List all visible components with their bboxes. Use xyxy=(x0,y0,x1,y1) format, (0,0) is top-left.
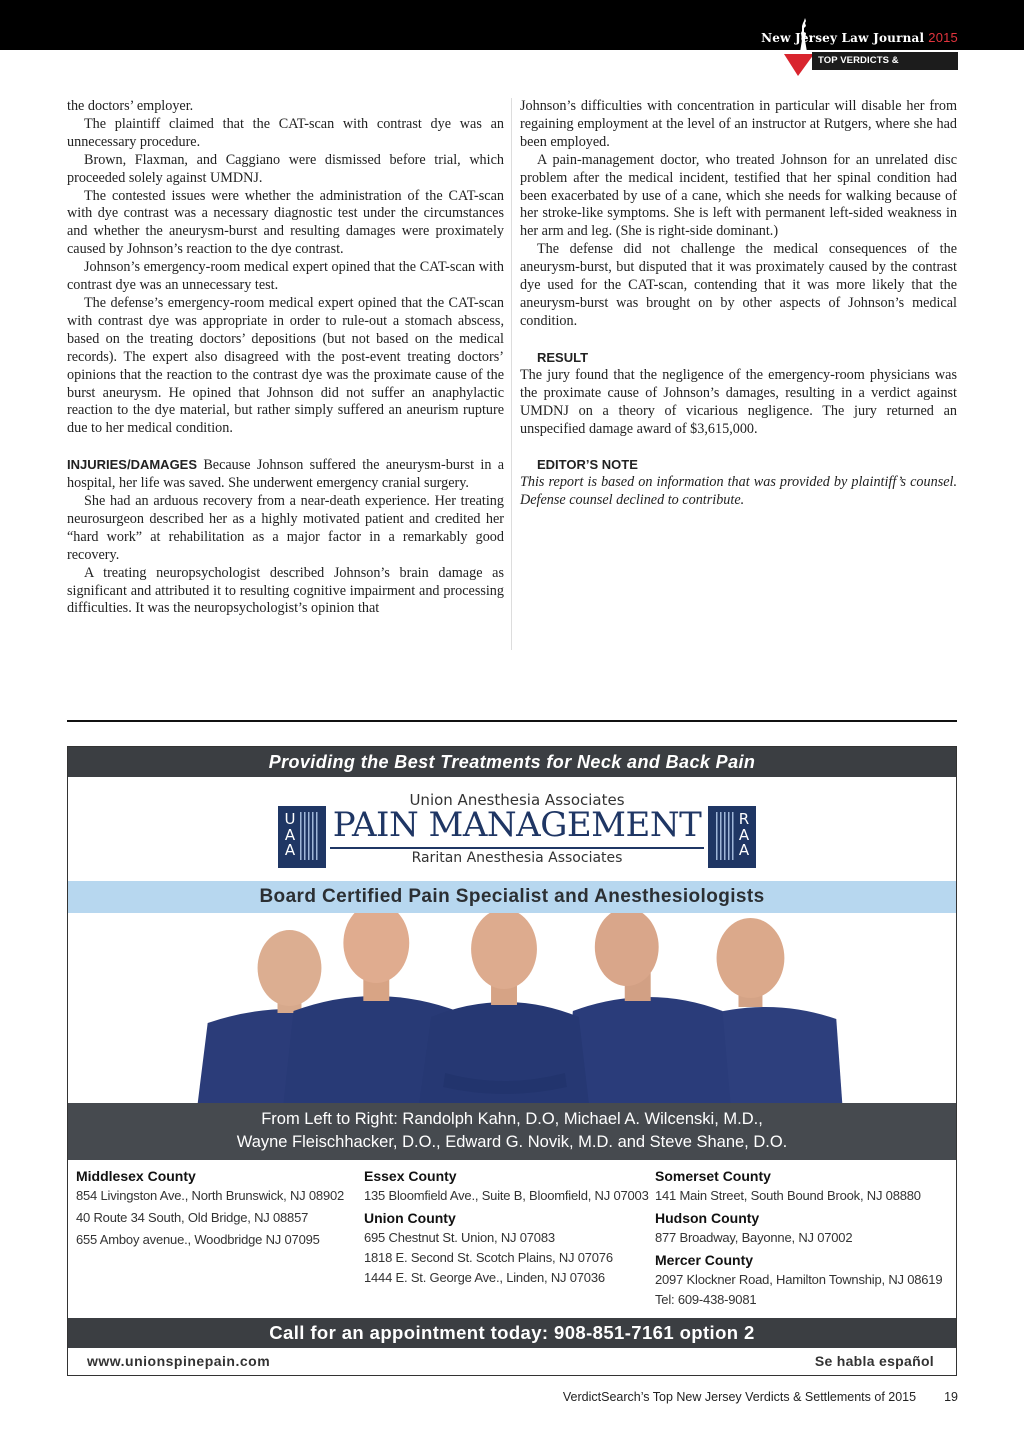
address: 854 Livingston Ave., North Brunswick, NJ 08902 xyxy=(76,1188,345,1203)
address: 40 Route 34 South, Old Bridge, NJ 08857 xyxy=(76,1210,309,1225)
phone-number: Tel: 609-438-9081 xyxy=(655,1292,757,1307)
county-name: Mercer County xyxy=(655,1252,754,1268)
advertisement xyxy=(67,746,957,1376)
paragraph: the doctors’ employer. xyxy=(67,98,194,114)
paragraph: Brown, Flaxman, and Caggiano were dismissed before trial, which proceeded solely against UMDNJ. xyxy=(67,151,504,186)
county-name: Middlesex County xyxy=(76,1168,196,1184)
caption-line: From Left to Right: Randolph Kahn, D.O, Michael A. Wilcenski, M.D., xyxy=(261,1110,763,1128)
address: 1818 E. Second St. Scotch Plains, NJ 07076 xyxy=(364,1250,613,1265)
section-tag: TOP VERDICTS & SETTLEMENTS NJ xyxy=(812,52,958,70)
logo-main-text: PAIN MANAGEMENT xyxy=(332,805,702,845)
paragraph: The defense did not challenge the medical consequences of the aneurysm-burst, but disputed that it was proximately caused by the contrast dye used for the CAT-scan, contending that it was more likely that the aneurysm-burst was brought on by other aspects of Johnson’s medical condition. xyxy=(520,241,957,329)
paragraph: A pain-management doctor, who treated Johnson for an unrelated disc problem after the medical incident, testified that her spinal condition had been exacerbated by use of a cane, which she needs for walking because of her stroke-like symptoms. She is left with permanent left-sided weakness in her arm and leg. (She is right-side dominant.) xyxy=(520,151,957,240)
injuries-heading: INJURIES/DAMAGES xyxy=(67,457,198,473)
address: 695 Chestnut St. Union, NJ 07083 xyxy=(364,1230,555,1245)
locations-column-2 xyxy=(364,1166,649,1288)
logo-bottom-line: Raritan Anesthesia Associates xyxy=(411,850,623,866)
masthead xyxy=(761,30,958,45)
paragraph: The plaintiff claimed that the CAT-scan with contrast dye was an unnecessary procedure. xyxy=(67,115,504,150)
caption-line: Wayne Fleischhacker, D.O., Edward G. Novik, M.D. and Steve Shane, D.O. xyxy=(236,1133,788,1151)
page-number: 19 xyxy=(944,1390,958,1404)
locations-column-3 xyxy=(655,1166,942,1310)
journal-name: New Jersey Law Journal xyxy=(761,30,925,45)
ad-header: Providing the Best Treatments for Neck and Back Pain xyxy=(68,747,956,777)
ad-subheading-band: Board Certified Pain Specialist and Anesthesiologists xyxy=(68,881,956,913)
address: 655 Amboy avenue., Woodbridge NJ 07095 xyxy=(76,1232,320,1247)
county-name: Somerset County xyxy=(655,1168,771,1184)
logo-stripes-icon xyxy=(714,812,734,860)
pain-management-logo xyxy=(278,789,756,869)
call-to-action: Call for an appointment today: 908-851-7161 option 2 xyxy=(68,1318,956,1348)
county-name: Essex County xyxy=(364,1168,457,1184)
article-column-left xyxy=(67,98,504,618)
website-link[interactable]: www.unionspinepain.com xyxy=(87,1353,271,1369)
editors-note-heading: EDITOR’S NOTE xyxy=(537,457,638,473)
red-chevron-icon xyxy=(784,50,814,76)
logo-top-line: Union Anesthesia Associates xyxy=(409,791,625,809)
address: 141 Main Street, South Bound Brook, NJ 08880 xyxy=(655,1188,921,1203)
logo-letter: U xyxy=(284,810,296,828)
ad-footer xyxy=(68,1348,956,1375)
paragraph: The defense’s emergency-room medical expert opined that the CAT-scan with contrast dye was appropriate in order to rule-out a stomach abscess, based on the treating doctors’ depositions (but not based on the medical records). The expert also disagreed with the post-event treating doctors’ opinions that the reaction to the contrast dye was the proximate cause of the burst aneurysm. He opined that Johnson did not suffer an anaphylactic reaction to the dye material, but rather simply suffered an aneurism rupture due to her medical condition. xyxy=(67,294,504,437)
photo-caption xyxy=(68,1103,956,1160)
address: 2097 Klockner Road, Hamilton Township, NJ 08619 xyxy=(655,1272,943,1287)
county-name: Union County xyxy=(364,1210,456,1226)
publication-title: VerdictSearch’s Top New Jersey Verdicts & Settlements of 2015 xyxy=(562,1390,917,1404)
section-divider xyxy=(67,720,957,722)
locations-column-1 xyxy=(76,1166,344,1250)
result-heading: RESULT xyxy=(537,349,589,365)
column-rule xyxy=(511,98,512,650)
logo-letter: R xyxy=(738,810,750,828)
logo-block-right xyxy=(708,806,756,868)
logo-rule xyxy=(330,847,704,849)
locations xyxy=(68,1160,956,1318)
paragraph: The contested issues were whether the administration of the CAT-scan with dye contrast was a necessary diagnostic test under the circumstances and whether the aneurysm-burst and resulting damages were proximately caused by Johnson’s reaction to the dye contrast. xyxy=(67,187,504,258)
paragraph: A treating neuropsychologist described Johnson’s brain damage as significant and attributed it to resulting cognitive impairment and processing difficulties. It was the neuropsychologist’s opinion that xyxy=(67,564,504,617)
injuries-text: Because Johnson suffered the aneurysm-burst in a hospital, her life was saved. She underwent emergency cranial surgery. xyxy=(67,457,504,492)
article-column-right xyxy=(520,98,957,510)
logo-letter: A xyxy=(284,825,296,844)
result-text: The jury found that the negligence of the emergency-room physicians was the proximate cause of Johnson’s damages, resulting in a verdict against UMDNJ on a theory of vicarious negligence. The jury returned an unspecified damage award of $3,615,000. xyxy=(520,366,957,437)
logo-letter: A xyxy=(738,825,750,844)
logo-letter: A xyxy=(738,841,750,859)
editors-note-text: This report is based on information that was provided by plaintiff’s counsel. Defense counsel declined to contribute. xyxy=(520,474,957,509)
logo-letter: A xyxy=(284,841,296,859)
address: 1444 E. St. George Ave., Linden, NJ 07036 xyxy=(364,1270,605,1285)
address: 877 Broadway, Bayonne, NJ 07002 xyxy=(655,1230,853,1245)
address: 135 Bloomfield Ave., Suite B, Bloomfield, NJ 07003 xyxy=(364,1188,649,1203)
journal-year: 2015 xyxy=(928,30,958,45)
doctors-group-photo xyxy=(68,913,956,1103)
paragraph: She had an arduous recovery from a near-death experience. Her treating neurosurgeon described her as a highly motivated patient and credited her “hard work” at rehabilitation as a major factor in a remarkably good recovery. xyxy=(67,493,504,563)
paragraph: Johnson’s difficulties with concentration in particular will disable her from regaining employment at the level of an instructor at Rutgers, where she had been employed. xyxy=(520,98,957,150)
page-footer xyxy=(0,1390,958,1404)
injuries-paragraph xyxy=(67,456,504,493)
county-name: Hudson County xyxy=(655,1210,760,1226)
spanish-note: Se habla español xyxy=(814,1353,934,1369)
paragraph: Johnson’s emergency-room medical expert opined that the CAT-scan with contrast dye was an unnecessary test. xyxy=(67,259,504,294)
